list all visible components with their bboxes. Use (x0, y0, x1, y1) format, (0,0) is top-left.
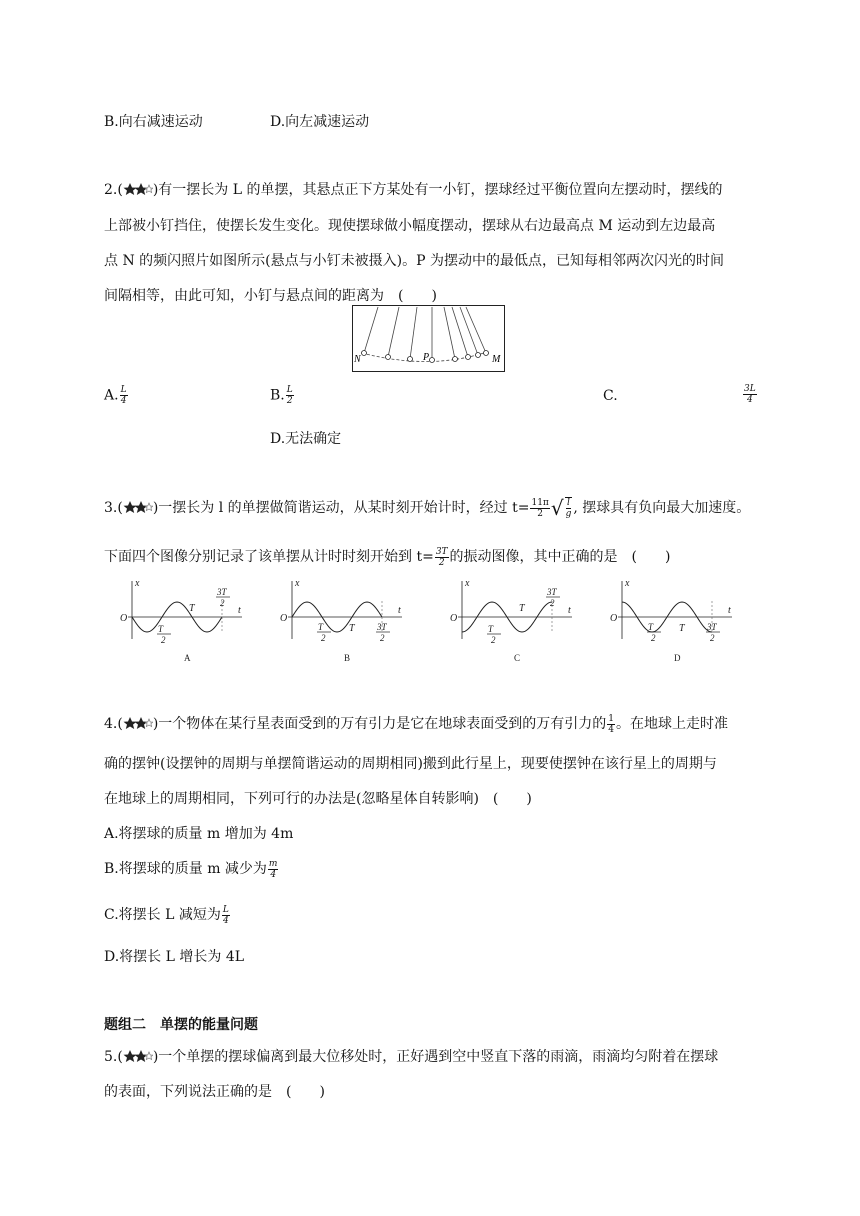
option-b-prefix: B. (270, 387, 285, 404)
graph-D-origin-label: O (610, 613, 618, 624)
graph-C-x-label: x (465, 578, 470, 589)
graph-A-caption: A (184, 653, 191, 663)
q5-number: 5.( (104, 1049, 123, 1065)
label-n: N (354, 354, 361, 365)
q4-number: 4.( (104, 716, 123, 732)
q4-option-b-fraction: $\frac{m}{4}$ (268, 858, 278, 880)
difficulty-stars-icon (123, 716, 153, 730)
q4-option-c (104, 904, 231, 926)
q2-option-b (270, 385, 295, 406)
graph-B-three-half-t-den: 2 (380, 633, 385, 643)
graph-A-three-half-t-num: 3T (217, 587, 227, 597)
option-a-prefix: A. (104, 387, 119, 404)
option-a-fraction: $\frac{L}{4}$ (120, 385, 127, 406)
q4-line1 (104, 713, 728, 735)
q4-option-c-text: C.将摆长 L 减短为 (104, 907, 221, 923)
graph-A-half-t-den: 2 (161, 635, 166, 645)
q2-line4: 间隔相等，由此可知，小钉与悬点间的距离为 ( ) (104, 288, 437, 304)
q3-time-fraction: $\frac{11\pi}{2}$ (531, 497, 549, 519)
graph-A-t-label: t (238, 605, 241, 616)
q2-option-c-fraction: $\frac{3L}{4}$ (744, 384, 756, 405)
graph-D-t-mark: T (679, 623, 685, 634)
q3-line2 (104, 546, 670, 568)
q4-line2: 确的摆钟(设摆钟的周期与单摆简谐运动的周期相同)搬到此行星上，现要使摆钟在该行星上的周期与 (104, 756, 717, 772)
graph-D-t-label: t (728, 605, 731, 616)
q3-sqrt-fraction: $\frac{l}{g}$ (565, 498, 572, 519)
q3-line1 (104, 496, 750, 520)
q2-line2: 上部被小钉挡住，使摆长发生变化。现使摆球做小幅度摆动，摆球从右边最高点 M 运动到左边最高 (104, 218, 716, 234)
sqrt-symbol: √ (550, 496, 564, 520)
q2-text-1: )有一摆长为 L 的单摆，其悬点正下方某处有一小钉，摆球经过平衡位置向左摆动时，摆线的 (152, 182, 723, 198)
difficulty-stars-icon (123, 182, 153, 196)
graph-A-half-t-num: T (158, 624, 164, 634)
graph-B-three-half-t-num: 3T (377, 622, 387, 632)
q2-option-a (104, 385, 129, 406)
graph-B-caption: B (344, 653, 351, 663)
q4-option-b (104, 858, 279, 880)
graph-C-caption: C (514, 653, 521, 663)
q4-text-a: )一个物体在某行星表面受到的万有引力是它在地球表面受到的万有引力的 (152, 716, 607, 732)
graph-D-three-half-t-den: 2 (710, 633, 715, 643)
graph-B-t-label: t (398, 605, 401, 616)
q5-text-1: )一个单摆的摆球偏离到最大位移处时，正好遇到空中竖直下落的雨滴，雨滴均匀附着在摆球 (152, 1049, 719, 1065)
pendulum-photo-figure (352, 305, 505, 372)
q1-option-d: D.向左减速运动 (270, 114, 370, 130)
graph-D-half-t-den: 2 (651, 633, 656, 643)
q3-text-d: 的振动图像，其中正确的是 ( ) (449, 549, 671, 565)
q4-text-b: 。在地球上走时准 (616, 716, 729, 732)
graph-A-x-label: x (135, 578, 140, 589)
q4-option-c-fraction: $\frac{L}{4}$ (222, 904, 229, 926)
graph-D-x-label: x (625, 578, 630, 589)
q2-line1 (104, 179, 723, 199)
q4-option-b-text: B.将摆球的质量 m 减少为 (104, 861, 267, 877)
graph-A-three-half-t-den: 2 (220, 598, 225, 608)
label-m: M (492, 354, 501, 365)
q3-text-b: , 摆球具有负向最大加速度。 (573, 500, 751, 516)
q2-number: 2.( (104, 182, 123, 198)
graph-B-origin-label: O (280, 613, 288, 624)
q3-number: 3.( (104, 500, 123, 516)
q4-line3: 在地球上的周期相同，下列可行的办法是(忽略星体自转影响) ( ) (104, 791, 532, 807)
q3-graphs (110, 575, 750, 667)
graph-C-three-half-t-den: 2 (550, 598, 555, 608)
option-b-fraction: $\frac{L}{2}$ (286, 385, 293, 406)
q4-option-a: A.将摆球的质量 m 增加为 4m (104, 826, 294, 842)
graph-C-half-t-den: 2 (491, 635, 496, 645)
difficulty-stars-icon (123, 1049, 153, 1063)
graph-B-half-t-den: 2 (321, 633, 326, 643)
graph-C-t-label: t (568, 605, 571, 616)
section-title: 题组二 单摆的能量问题 (104, 1017, 258, 1033)
graph-A-origin-label: O (120, 613, 128, 624)
q3-text-c: 下面四个图像分别记录了该单摆从计时时刻开始到 t= (104, 549, 434, 565)
q2-option-c: C. (603, 388, 618, 404)
q4-option-d: D.将摆长 L 增长为 4L (104, 949, 245, 965)
graph-D-three-half-t-num: 3T (707, 622, 717, 632)
label-p: P (423, 352, 430, 363)
q2-line3: 点 N 的频闪照片如图所示(悬点与小钉未被摄入)。P 为摆动中的最低点，已知每相邻两次闪光的时间 (104, 253, 724, 269)
q5-line1 (104, 1046, 718, 1066)
graph-C-three-half-t-num: 3T (547, 587, 557, 597)
q2-option-d: D.无法确定 (270, 431, 342, 447)
graph-B-t-mark: T (349, 623, 355, 634)
q3-end-fraction: $\frac{3T}{2}$ (435, 546, 448, 568)
graph-A-t-mark: T (189, 603, 195, 614)
graph-C-half-t-num: T (488, 624, 494, 634)
difficulty-stars-icon (123, 500, 153, 514)
graph-C-t-mark: T (519, 603, 525, 614)
graph-C-origin-label: O (450, 613, 458, 624)
q1-option-b: B.向右减速运动 (104, 114, 203, 130)
graph-B-half-t-num: T (318, 622, 324, 632)
q3-text-a: )一摆长为 l 的单摆做简谐运动，从某时刻开始计时，经过 t= (152, 500, 530, 516)
graph-D-half-t-num: T (648, 622, 654, 632)
graph-B-x-label: x (295, 578, 300, 589)
graph-D-caption: D (674, 653, 681, 663)
q4-fraction: $\frac{1}{4}$ (608, 713, 615, 735)
q5-line2: 的表面，下列说法正确的是 ( ) (104, 1084, 325, 1100)
